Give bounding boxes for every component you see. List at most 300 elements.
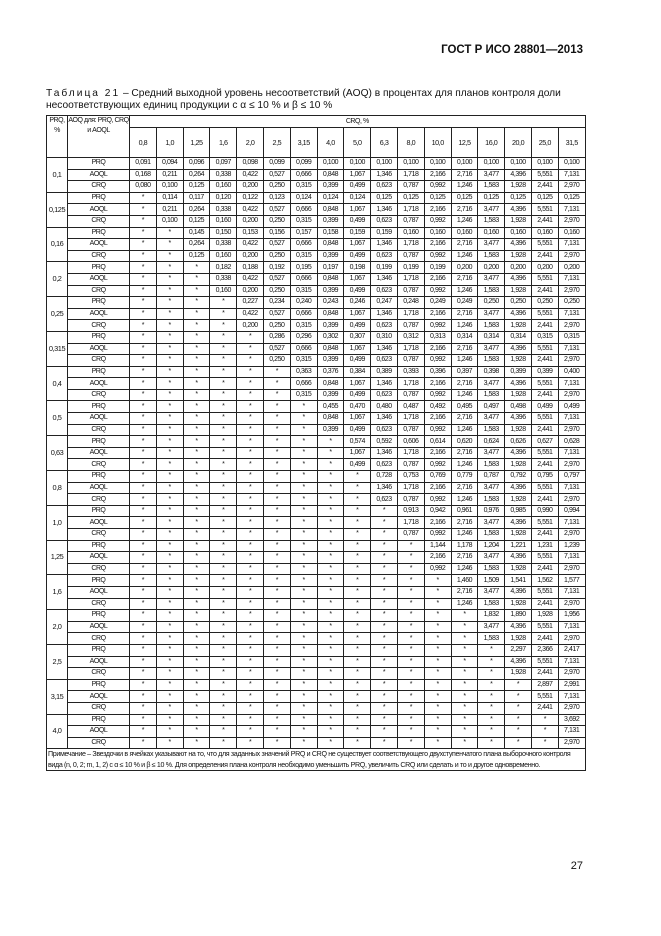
aoq-value-cell: * [451,633,478,645]
aoq-value-cell: 2,166 [424,378,451,390]
aoq-value-cell: * [156,378,183,390]
aoq-value-cell: 0,499 [344,215,371,227]
aoq-value-cell: 0,160 [478,227,505,239]
aoq-value-cell: 1,928 [505,668,532,680]
aoq-value-cell: 4,396 [505,204,532,216]
aoq-value-cell: 0,227 [237,297,264,309]
aoq-value-cell: 0,990 [531,505,558,517]
aoq-value-cell: 1,346 [371,308,398,320]
aoq-value-cell: 0,499 [344,181,371,193]
crq-value-header: 1,6 [210,128,237,158]
aoq-value-cell: * [317,482,344,494]
table-row [47,436,586,448]
aoq-value-cell: 1,246 [451,563,478,575]
aoq-value-cell: 1,928 [505,424,532,436]
row-label-cell: PRQ [68,575,130,587]
aoq-value-cell: * [156,714,183,726]
aoq-value-cell: 0,787 [397,529,424,541]
crq-value-header: 31,5 [558,128,585,158]
aoq-value-cell: 0,848 [317,239,344,251]
aoq-value-cell: * [317,714,344,726]
row-label-cell: AOQL [68,413,130,425]
aoq-value-cell: 1,928 [505,215,532,227]
aoq-value-cell: * [156,529,183,541]
aoq-value-cell: * [263,656,290,668]
aoq-value-cell: 1,928 [505,320,532,332]
aoq-value-cell: * [130,656,157,668]
aoq-value-cell: 0,499 [531,401,558,413]
aoq-value-cell: 0,240 [290,297,317,309]
aoq-value-cell: * [237,529,264,541]
aoq-value-cell: * [130,227,157,239]
aoq-value-cell: * [290,737,317,749]
aoq-value-cell: * [156,285,183,297]
row-label-cell: AOQL [68,691,130,703]
aoq-value-cell: 0,623 [371,459,398,471]
aoq-value-cell: 1,246 [451,494,478,506]
aoq-value-cell: * [290,691,317,703]
aoq-value-cell: 1,346 [371,239,398,251]
row-label-cell: AOQL [68,447,130,459]
aoq-value-cell: * [156,436,183,448]
aoq-value-cell: * [183,633,210,645]
row-label-cell: CRQ [68,285,130,297]
aoq-value-cell: 1,067 [344,413,371,425]
aoq-value-cell: * [130,204,157,216]
aoq-value-cell: * [531,714,558,726]
aoq-value-cell: 5,551 [531,413,558,425]
aoq-value-cell: 7,131 [558,378,585,390]
aoq-value-cell: * [397,621,424,633]
aoq-value-cell: 1,246 [451,424,478,436]
aoq-value-cell: * [290,413,317,425]
prq-column-header: PRQ, % [47,116,68,158]
row-label-cell: AOQL [68,204,130,216]
table-row [47,413,586,425]
aoq-value-cell: * [290,459,317,471]
aoq-value-cell: * [156,644,183,656]
aoq-value-cell: * [290,702,317,714]
aoq-value-cell: * [451,656,478,668]
aoq-value-cell: * [397,702,424,714]
aoq-value-cell: * [263,679,290,691]
aoq-value-cell: 5,551 [531,169,558,181]
aoq-value-cell: * [237,714,264,726]
aoq-value-cell: * [344,621,371,633]
aoq-value-cell: * [130,447,157,459]
aoq-value-cell: * [263,668,290,680]
aoq-value-cell: * [210,644,237,656]
aoq-value-cell: * [371,633,398,645]
aoq-value-cell: 0,125 [478,192,505,204]
aoq-value-cell: 5,551 [531,239,558,251]
table-row [47,679,586,691]
aoq-value-cell: * [344,586,371,598]
row-label-cell: PRQ [68,436,130,448]
aoq-value-cell: * [317,679,344,691]
aoq-value-cell: 0,307 [344,331,371,343]
aoq-value-cell: 0,315 [290,285,317,297]
aoq-value-cell: 1,928 [505,355,532,367]
table-note: Примечание – Звездочки в ячейках указывают на то, что для заданных значений PRQ и CRQ не существует соответствующего двухступенчатого плана выборочного контроля вида (n, 0, 2; m, 1, 2) с α ≤ 10 % и β ≤ 10 %. Для определения плана контроля необходимо уменьшить PRQ, увеличить CRQ или сделать и то и другое одновременно. [47,749,586,771]
aoq-value-cell: 0,200 [237,215,264,227]
aoq-value-cell: * [237,540,264,552]
aoq-value-cell: 2,166 [424,517,451,529]
aoq-value-cell: * [317,621,344,633]
aoq-value-cell: * [371,679,398,691]
aoq-value-cell: * [210,320,237,332]
aoq-value-cell: 0,250 [263,215,290,227]
aoq-value-cell: * [237,644,264,656]
row-label-cell: CRQ [68,424,130,436]
aoq-value-cell: 0,961 [451,505,478,517]
aoq-value-cell: * [397,679,424,691]
aoq-value-cell: 0,384 [344,366,371,378]
row-label-cell: AOQL [68,273,130,285]
aoq-value-cell: * [478,668,505,680]
aoq-value-cell: * [237,575,264,587]
aoq-value-cell: * [156,563,183,575]
aoq-value-cell: 1,246 [451,598,478,610]
aoq-value-cell: 1,928 [505,389,532,401]
aoq-value-cell: * [290,540,317,552]
aoq-value-cell: 1,583 [478,529,505,541]
row-label-cell: PRQ [68,331,130,343]
aoq-value-cell: * [344,714,371,726]
aoq-value-cell: * [531,726,558,738]
aoq-value-cell: 0,091 [130,158,157,170]
row-label-cell: CRQ [68,529,130,541]
aoq-value-cell: 5,551 [531,586,558,598]
aoq-value-cell: 5,551 [531,343,558,355]
aoq-value-cell: * [290,621,317,633]
aoq-value-cell: * [317,610,344,622]
aoq-value-cell: * [397,586,424,598]
aoq-value-cell: 0,848 [317,169,344,181]
aoq-value-cell: 4,396 [505,273,532,285]
aoq-value-cell: 0,787 [397,494,424,506]
aoq-value-cell: 4,396 [505,169,532,181]
aoq-value-cell: * [317,656,344,668]
aoq-value-cell: * [317,668,344,680]
aoq-value-cell: * [130,517,157,529]
aoq-value-cell: 3,477 [478,239,505,251]
aoq-value-cell: 1,928 [531,610,558,622]
aoq-value-cell: * [263,436,290,448]
aoq-value-cell: 4,396 [505,343,532,355]
aoq-value-cell: * [237,563,264,575]
aoq-value-cell: * [156,540,183,552]
aoq-value-cell: * [263,644,290,656]
aoq-value-cell: 1,246 [451,215,478,227]
aoq-value-cell: 0,200 [531,262,558,274]
aoq-value-cell: 0,182 [210,262,237,274]
aoq-value-cell: * [156,389,183,401]
aoq-value-cell: 0,779 [451,471,478,483]
aoq-value-cell: * [210,714,237,726]
aoq-value-cell: 0,848 [317,308,344,320]
aoq-value-cell: 0,125 [505,192,532,204]
aoq-value-cell: 5,551 [531,482,558,494]
aoq-value-cell: 0,145 [183,227,210,239]
aoq-value-cell: 0,848 [317,413,344,425]
prq-value-cell: 0,315 [47,331,68,366]
aoq-value-cell: * [290,482,317,494]
aoq-value-cell: * [397,714,424,726]
aoq-value-cell: * [237,366,264,378]
aoq-value-cell: * [424,679,451,691]
aoq-value-cell: * [263,586,290,598]
aoq-value-cell: 1,346 [371,482,398,494]
aoq-value-cell: * [424,656,451,668]
aoq-value-cell: 0,992 [424,529,451,541]
aoq-value-cell: 4,396 [505,447,532,459]
aoq-value-cell: * [371,610,398,622]
aoq-value-cell: 7,131 [558,273,585,285]
aoq-value-cell: 1,583 [478,459,505,471]
aoq-value-cell: * [263,529,290,541]
row-label-cell: AOQL [68,169,130,181]
aoq-value-cell: 0,497 [478,401,505,413]
aoq-value-cell: 0,200 [237,181,264,193]
table-row [47,702,586,714]
aoq-value-cell: 0,848 [317,343,344,355]
aoq-value-cell: 0,992 [424,215,451,227]
aoq-value-cell: 0,623 [371,389,398,401]
aoq-value-cell: * [183,297,210,309]
aoq-value-cell: 0,100 [478,158,505,170]
aoq-value-cell: 2,166 [424,273,451,285]
aoq-value-cell: 5,551 [531,691,558,703]
aoq-value-cell: * [156,355,183,367]
aoq-value-cell: * [478,726,505,738]
aoq-value-cell: 0,100 [371,158,398,170]
aoq-value-cell: 0,099 [263,158,290,170]
aoq-value-cell: 2,970 [558,702,585,714]
aoq-value-cell: * [156,250,183,262]
aoq-value-cell: * [317,563,344,575]
row-label-cell: CRQ [68,215,130,227]
aoq-value-cell: 0,527 [263,239,290,251]
aoq-value-cell: * [183,262,210,274]
aoq-value-cell: 1,718 [397,273,424,285]
aoq-value-cell: 0,125 [183,181,210,193]
table-row [47,378,586,390]
aoq-value-cell: 0,200 [505,262,532,274]
aoq-value-cell: * [317,517,344,529]
aoq-value-cell: 0,100 [397,158,424,170]
aoq-value-cell: 0,787 [478,471,505,483]
aoq-value-cell: * [263,413,290,425]
aoq-value-cell: * [130,424,157,436]
row-label-cell: PRQ [68,262,130,274]
aoq-value-cell: 2,716 [451,482,478,494]
aoq-value-cell: * [371,552,398,564]
aoq-value-cell: 0,286 [263,331,290,343]
table-row [47,575,586,587]
aoq-value-cell: 0,399 [317,355,344,367]
page-number: 27 [570,860,583,872]
table-row [47,424,586,436]
aoq-value-cell: 0,248 [397,297,424,309]
aoq-value-cell: 7,131 [558,656,585,668]
aoq-value-cell: * [290,598,317,610]
aoq-value-cell: * [130,471,157,483]
aoq-value-cell: 0,399 [505,366,532,378]
aoq-value-cell: 0,787 [397,459,424,471]
aoq-value-cell: * [237,447,264,459]
aoq-value-cell: 1,718 [397,239,424,251]
aoq-value-cell: 0,399 [317,424,344,436]
row-label-cell: CRQ [68,355,130,367]
aoq-value-cell: * [290,610,317,622]
aoq-value-cell: 0,314 [478,331,505,343]
aoq-value-cell: * [397,552,424,564]
aoq-value-cell: 0,096 [183,158,210,170]
aoq-value-cell: 0,314 [451,331,478,343]
aoq-value-cell: * [210,471,237,483]
crq-value-header: 25,0 [531,128,558,158]
aoq-value-cell: 2,716 [451,169,478,181]
aoq-value-cell: 0,125 [531,192,558,204]
aoq-value-cell: * [183,424,210,436]
crq-value-header: 2,5 [263,128,290,158]
table-row [47,482,586,494]
aoq-value-cell: 4,396 [505,378,532,390]
aoq-value-cell: 0,250 [263,320,290,332]
aoq-value-cell: 0,627 [531,436,558,448]
aoq-value-cell: 0,976 [478,505,505,517]
aoq-value-cell: 1,246 [451,459,478,471]
aoq-value-cell: 1,718 [397,413,424,425]
aoq-value-cell: 2,166 [424,482,451,494]
row-label-cell: PRQ [68,471,130,483]
aoq-value-cell: 5,551 [531,656,558,668]
aoq-value-cell: * [130,691,157,703]
aoq-value-cell: 0,250 [531,297,558,309]
aoq-value-cell: 0,315 [290,250,317,262]
aoq-value-cell: * [210,575,237,587]
aoq-value-cell: 5,551 [531,552,558,564]
aoq-value-cell: * [290,505,317,517]
row-label-cell: CRQ [68,250,130,262]
aoq-value-cell: * [156,447,183,459]
aoq-value-cell: 3,477 [478,343,505,355]
aoq-value-cell: * [183,459,210,471]
aoq-value-cell: * [210,413,237,425]
aoq-value-cell: * [478,679,505,691]
aoq-value-cell: * [344,610,371,622]
aoq-value-cell: 0,848 [317,273,344,285]
aoq-value-cell: * [371,505,398,517]
aoq-value-cell: * [156,691,183,703]
aoq-value-cell: 0,495 [451,401,478,413]
table-row [47,308,586,320]
aoq-value-cell: 1,583 [478,355,505,367]
aoq-value-cell: * [317,436,344,448]
aoq-value-cell: 0,400 [558,366,585,378]
aoq-value-cell: * [130,459,157,471]
aoq-value-cell: 1,718 [397,482,424,494]
aoq-value-cell: * [130,389,157,401]
aoq-value-cell: 0,499 [344,389,371,401]
aoq-value-cell: 1,583 [478,389,505,401]
aoq-value-cell: 1,246 [451,389,478,401]
aoq-value-cell: * [210,436,237,448]
aoq-value-cell: 0,623 [371,215,398,227]
prq-value-cell: 1,25 [47,540,68,575]
aoq-value-cell: * [317,552,344,564]
aoq-value-cell: 0,250 [263,181,290,193]
aoq-value-cell: 0,574 [344,436,371,448]
aoq-value-cell: * [183,702,210,714]
aoq-value-cell: 1,246 [451,355,478,367]
aoq-value-cell: 1,928 [505,529,532,541]
row-label-cell: AOQL [68,552,130,564]
aoq-value-cell: * [263,424,290,436]
aoq-value-cell: 0,942 [424,505,451,517]
table-row [47,471,586,483]
aoq-value-cell: 7,131 [558,204,585,216]
table-row [47,517,586,529]
aoq-value-cell: * [317,737,344,749]
aoq-value-cell: 2,991 [558,679,585,691]
aoq-value-cell: 0,315 [531,331,558,343]
row-label-cell: AOQL [68,656,130,668]
aoq-value-cell: 1,832 [478,610,505,622]
aoq-value-cell: 1,718 [397,169,424,181]
aoq-value-cell: 0,211 [156,204,183,216]
aoq-value-cell: * [263,598,290,610]
aoq-value-cell: 0,666 [290,169,317,181]
aoq-value-cell: 0,160 [505,227,532,239]
aoq-value-cell: 0,985 [505,505,532,517]
aoq-value-cell: 7,131 [558,308,585,320]
aoq-value-cell: 7,131 [558,621,585,633]
aoq-value-cell: * [130,297,157,309]
aoq-value-cell: 1,928 [505,563,532,575]
aoq-value-cell: 1,718 [397,343,424,355]
aoq-value-cell: 0,626 [505,436,532,448]
prq-value-cell: 0,8 [47,471,68,506]
aoq-value-cell: 0,399 [317,320,344,332]
crq-value-header: 6,3 [371,128,398,158]
crq-value-header: 4,0 [317,128,344,158]
aoq-value-cell: * [371,575,398,587]
aoq-value-cell: 2,441 [531,320,558,332]
aoq-value-cell: 1,583 [478,250,505,262]
aoq-value-cell: * [210,459,237,471]
aoq-value-cell: * [290,644,317,656]
aoq-value-cell: 1,221 [505,540,532,552]
aoq-value-cell: 0,124 [344,192,371,204]
aoq-value-cell: * [424,714,451,726]
aoq-value-cell: * [210,726,237,738]
crq-value-header: 12,5 [451,128,478,158]
aoq-value-cell: 0,094 [156,158,183,170]
aoq-value-cell: 4,396 [505,413,532,425]
aoq-value-cell: * [130,494,157,506]
aoq-value-cell: * [183,331,210,343]
aoq-value-cell: 3,477 [478,621,505,633]
aoq-value-cell: * [290,575,317,587]
aoq-value-cell: 3,477 [478,552,505,564]
aoq-value-cell: * [424,610,451,622]
aoq-value-cell: 1,067 [344,204,371,216]
aoq-value-cell: 2,166 [424,169,451,181]
aoq-value-cell: * [130,262,157,274]
aoq-value-cell: * [424,598,451,610]
